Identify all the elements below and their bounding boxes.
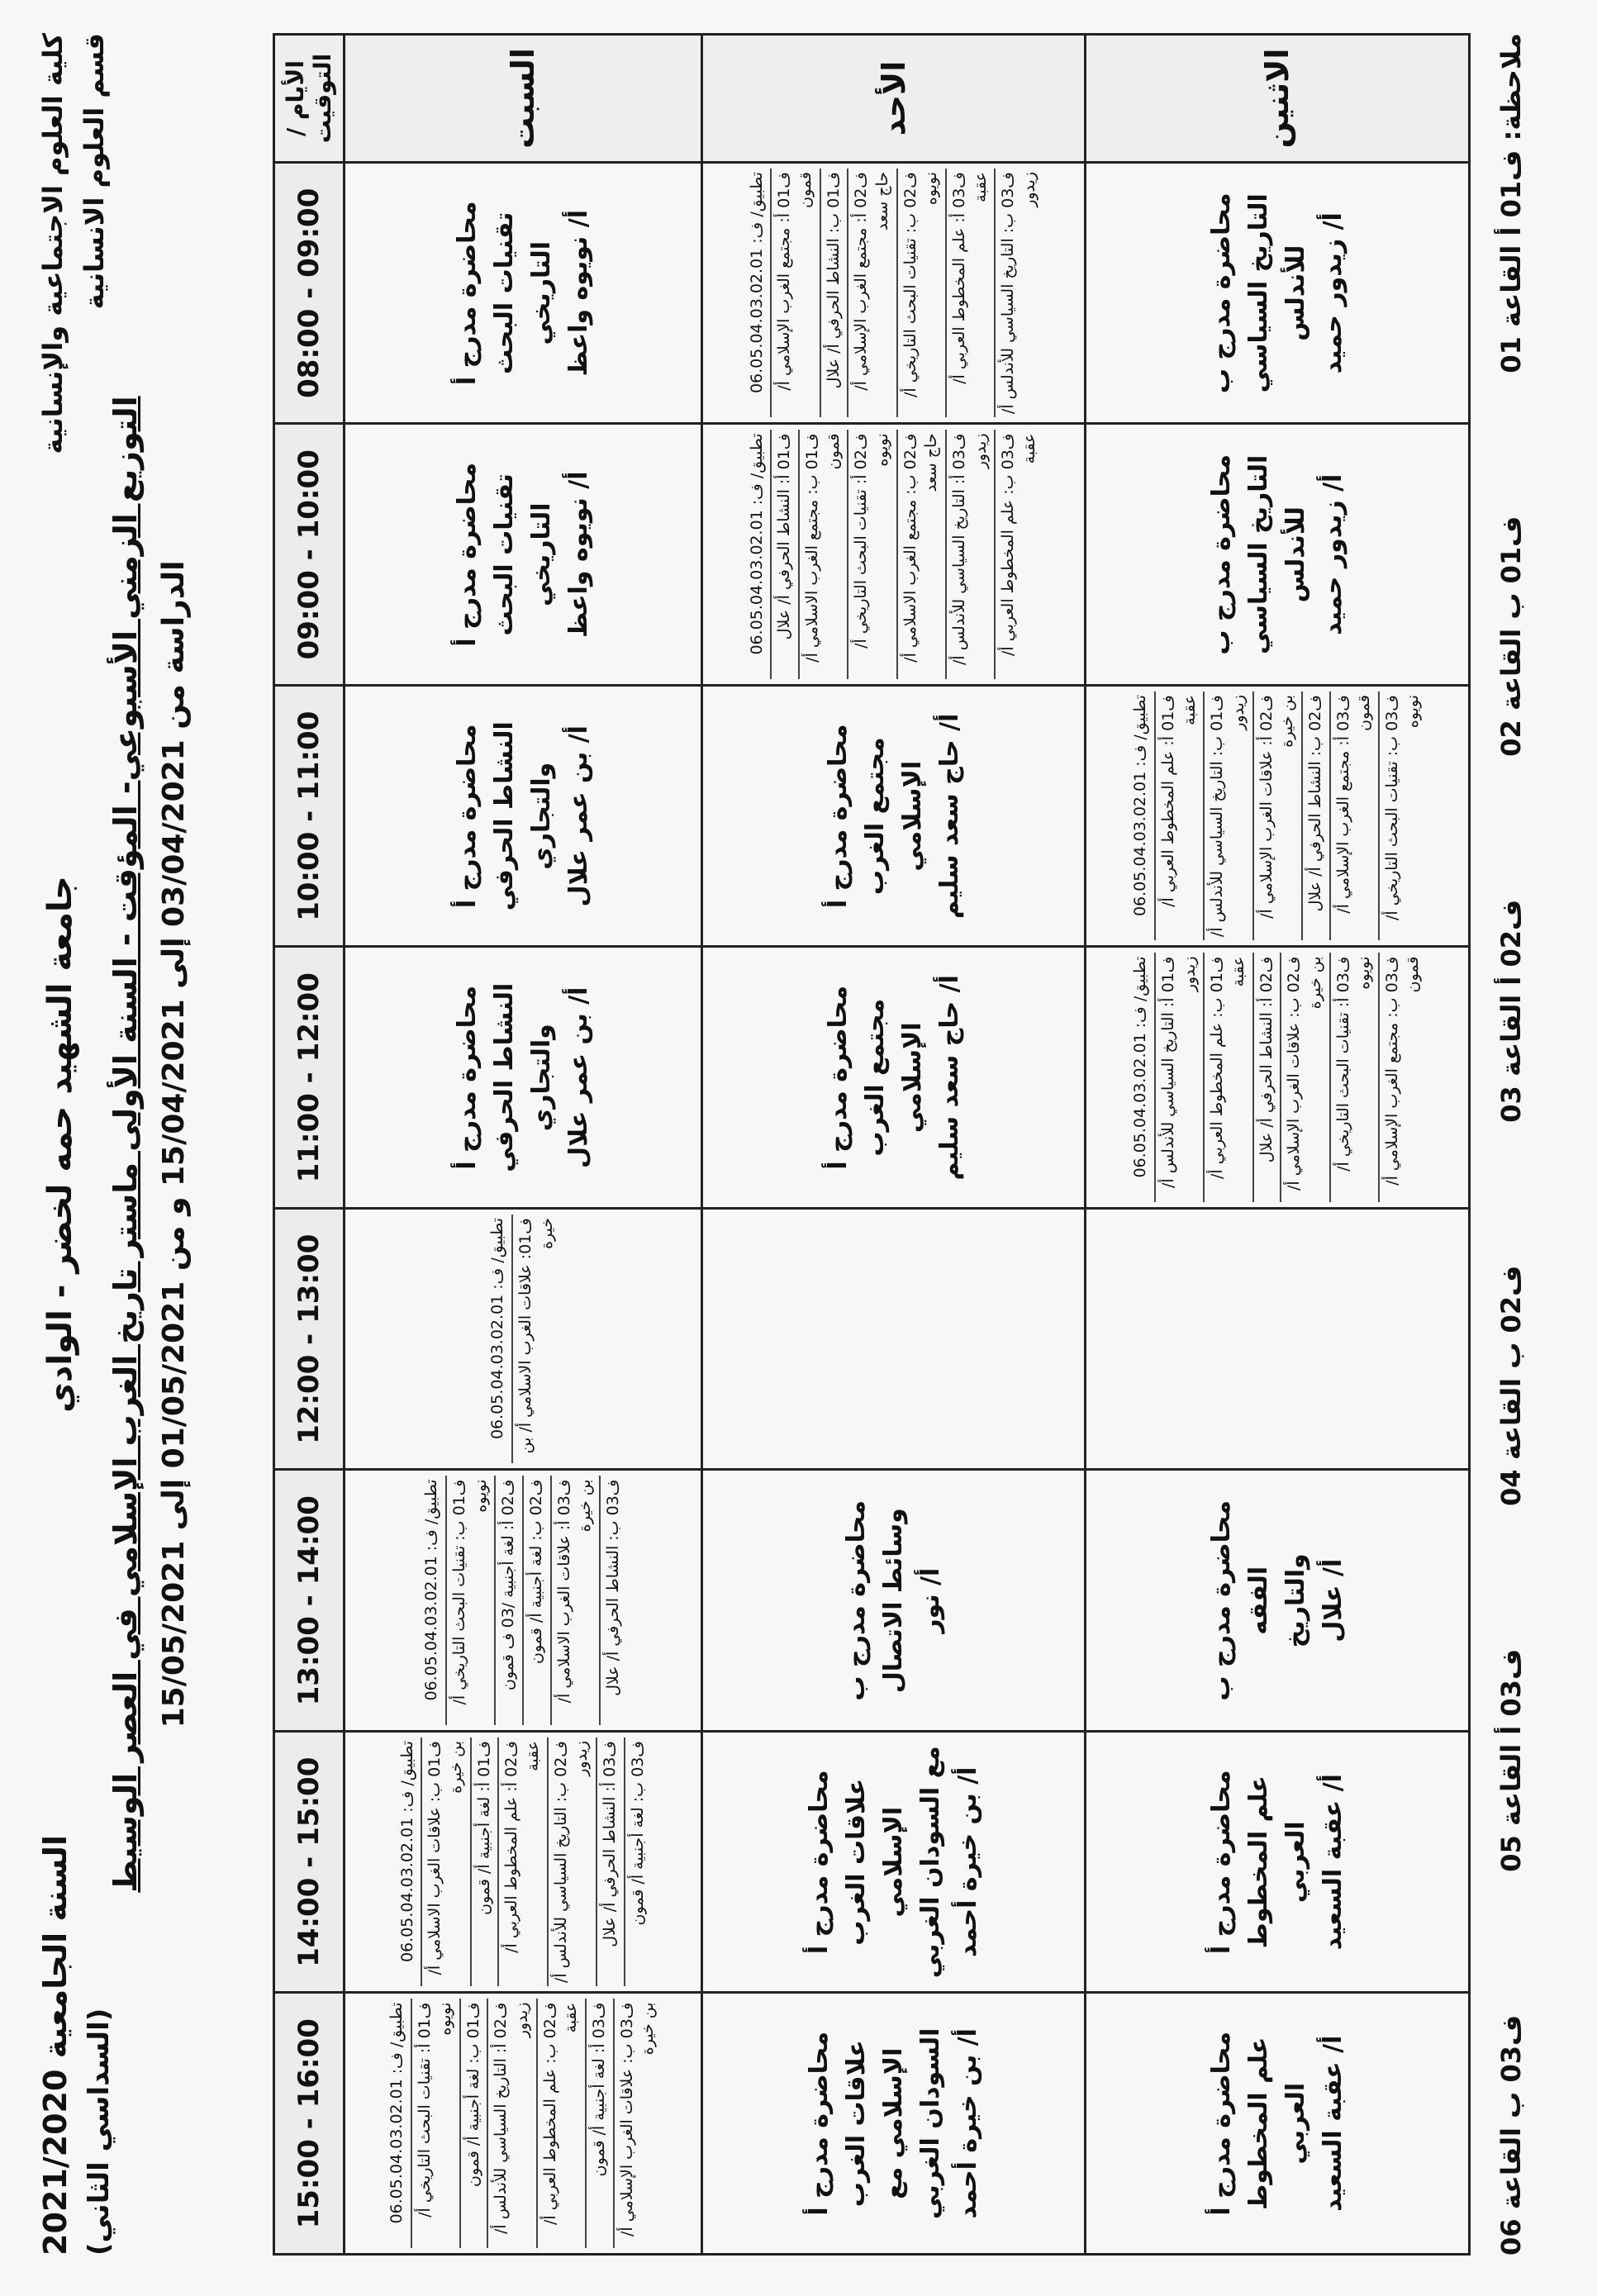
- semester: (السداسي الثاني): [83, 2008, 116, 2256]
- instructor: أ/ عقبة السعيد: [1319, 1774, 1348, 1951]
- tutorial-row: تطبيق/ ف: 06.05.04.03.02.01: [1128, 953, 1156, 1203]
- instructor: أ/ حاج سعد سليم: [934, 975, 964, 1181]
- lecture-cell: [701, 1993, 1086, 2255]
- tutorial-row: تطبيق/ ف: 06.05.04.03.02.01: [384, 1999, 412, 2249]
- tutorial-row: ف01 ب: تقنيات البحث التاريخي أ/ نويوه: [447, 1476, 496, 1726]
- tutorial-row: تطبيق/ ف: 06.05.04.03.02.01: [744, 430, 772, 680]
- lecture-hall: محاضرة مدرج أ: [452, 462, 482, 647]
- course-name: التاريخ السياسي: [1244, 454, 1274, 654]
- tutorial-row: ف01 أ: مجتمع الغرب الإسلامي أ/ قمون: [772, 169, 820, 418]
- lecture-hall: محاضرة مدرج أ: [452, 201, 482, 386]
- tutorial-row: ف03 أ: علاقات الغرب الاسلامي أ/ بن خيرة: [552, 1476, 601, 1726]
- course-name: علاقات الغرب: [842, 2040, 872, 2208]
- schedule-table: [273, 33, 1471, 2256]
- tutorial-row: ف02 أ: علاقات الغرب الإسلامي أ/ بن خيرة: [1254, 692, 1303, 941]
- lecture-cell: [701, 1470, 1086, 1732]
- tutorial-row: ف03 أ: التاريخ السياسي للأندلس أ/ زيدور: [947, 430, 996, 680]
- lecture-hall: محاضرة مدرج أ: [805, 2031, 834, 2216]
- room-note: ف01 ب القاعة 02: [1495, 516, 1527, 757]
- lecture-hall: محاضرة مدرج أ: [452, 985, 482, 1170]
- tutorial-row: ف01 ب: التاريخ السياسي للأندلس أ/ زيدور: [1205, 692, 1253, 941]
- lecture-hall: محاضرة مدرج ب: [1207, 193, 1237, 394]
- time-header-row: [274, 35, 345, 2255]
- lecture-cell: [701, 947, 1086, 1209]
- lecture-hall: محاضرة مدرج أ: [452, 724, 482, 909]
- course-name-cont: والتاريخ: [1281, 1553, 1311, 1648]
- instructor: أ/ زيدور حميد: [1319, 473, 1348, 635]
- course-name: علم المخطوط العربي: [1244, 1775, 1311, 1949]
- room-note: ف02 ب القاعة 04: [1495, 1265, 1527, 1506]
- tutorial-row: ف02 ب: علم المخطوط العربي أ/ عقبة: [538, 1999, 587, 2249]
- tutorial-cell: [701, 424, 1086, 686]
- tutorial-row: ف02 ب: النشاط الحرفي أ/ علال: [1303, 692, 1331, 941]
- course-name: النشاط الحرفي: [489, 982, 519, 1172]
- tutorial-row: ف01 أ: التاريخ السياسي للأندلس أ/ زيدور: [1156, 953, 1205, 1203]
- tutorial-row: ف03 أ: تقنيات البحث التاريخي أ/ نويوه: [1331, 953, 1380, 1203]
- lecture-cell: [345, 686, 702, 948]
- tutorial-row: تطبيق/ ف: 06.05.04.03.02.01: [485, 1215, 513, 1464]
- time-slot: 13:00 - 14:00: [274, 1470, 345, 1732]
- day-label: الاثنين: [1086, 35, 1470, 163]
- tutorial-row: ف01 ب: مجتمع الغرب الاسلامي أ/ قمون: [800, 430, 848, 680]
- lecture-cell: [701, 686, 1086, 948]
- document-header: [33, 33, 281, 2256]
- course-name-cont: التاريخي: [526, 240, 556, 345]
- tutorial-cell: [345, 1732, 702, 1994]
- day-label: الأحد: [701, 35, 1086, 163]
- tutorial-row: ف02 ب: التاريخ السياسي للأندلس أ/ زيدور: [549, 1737, 597, 1987]
- lecture-hall: محاضرة مدرج أ: [1207, 2031, 1237, 2216]
- course-name: النشاط الحرفي: [489, 721, 519, 911]
- time-slot: 14:00 - 15:00: [274, 1732, 345, 1994]
- time-slot: 15:00 - 16:00: [274, 1993, 345, 2255]
- tutorial-cell: [1086, 947, 1470, 1209]
- tutorial-row: ف02 أ: تقنيات البحث التاريخي أ/ نويوه: [848, 430, 897, 680]
- empty-cell: [701, 1209, 1086, 1471]
- lecture-cell: [345, 163, 702, 425]
- tutorial-row: تطبيق/ ف: 06.05.04.03.02.01: [419, 1476, 447, 1726]
- lecture-cell: [1086, 1470, 1470, 1732]
- room-note: ف03 أ القاعة 05: [1495, 1648, 1527, 1872]
- lecture-cell: [1086, 1732, 1470, 1994]
- course-name: علاقات الغرب الإسلامي: [842, 1778, 909, 1946]
- course-name-cont: والتجاري: [526, 1024, 556, 1132]
- tutorial-row: ف03 أ: النشاط الحرفي أ/ علال: [597, 1737, 625, 1987]
- tutorial-row: ف03 ب: لغة أجنبية أ/ قمون: [628, 1741, 647, 1926]
- tutorial-row: ف01 ب: النشاط الحرفي أ/ علال: [821, 169, 849, 418]
- time-slot: 12:00 - 13:00: [274, 1209, 345, 1471]
- tutorial-row: تطبيق/ ف: 06.05.04.03.02.01: [1128, 692, 1156, 941]
- tutorial-cell: [1086, 686, 1470, 948]
- course-name: تقنيات البحث: [489, 473, 519, 636]
- lecture-hall: محاضرة مدرج أ: [805, 1770, 834, 1955]
- instructor: أ/ نويوه واعظ: [563, 471, 593, 639]
- instructor: أ/ بن عمر علال: [563, 725, 593, 907]
- course-name-cont: الإسلامي: [897, 1022, 927, 1134]
- tutorial-row: ف01 أ: علم المخطوط العربي أ/ عقبة: [1156, 692, 1205, 941]
- course-name: علم المخطوط العربي: [1244, 2037, 1311, 2210]
- course-name-cont: والتجاري: [526, 762, 556, 870]
- tutorial-row: ف03 ب: تقنيات البحث التاريخي أ/ نويوه: [1382, 695, 1423, 920]
- tutorial-row: ف03 ب: التاريخ السياسي للأندلس أ/ زيدور: [999, 172, 1039, 415]
- instructor: أ/ عقبة السعيد: [1319, 2035, 1348, 2212]
- study-period: الدراسة من 03/04/2021 إلى 15/04/2021 و من 01/05/2021 إلى 15/05/2021: [157, 560, 191, 1728]
- department-name: قسم العلوم الانسانية: [78, 33, 110, 310]
- day-row-monday: [1086, 35, 1470, 2255]
- tutorial-row: ف01 ب: علاقات الغرب الاسلامي أ/ بن خيرة: [422, 1737, 471, 1987]
- instructor: أ/ بن خيرة أحمد: [953, 2028, 983, 2219]
- lecture-hall: محاضرة مدرج ب: [842, 1500, 872, 1701]
- lecture-hall: محاضرة مدرج أ: [823, 724, 853, 909]
- tutorial-row: ف01 أ: لغة أجنبية أ/ قمون: [472, 1737, 500, 1987]
- tutorial-row: ف02 ب: علاقات الغرب الإسلامي أ/ بن خيرة: [1281, 953, 1330, 1203]
- tutorial-row: ف02 أ: النشاط الحرفي أ/ علال: [1254, 953, 1282, 1203]
- instructor: أ/ بن خيرة أحمد: [953, 1766, 983, 1957]
- tutorial-row: ف03 أ: مجتمع الغرب الإسلامي أ/ قمون: [1331, 692, 1380, 941]
- tutorial-row: ف01: علاقات الغرب الاسلامي أ/ بن خيرة: [516, 1218, 556, 1454]
- tutorial-row: ف02 ب: لغة أجنبية أ/ قمون: [524, 1476, 552, 1726]
- tutorial-row: ف01 ب: علم المخطوط العربي أ/ عقبة: [1205, 953, 1253, 1203]
- time-slot: 10:00 - 11:00: [274, 686, 345, 948]
- tutorial-row: ف03 أ: لغة أجنبية أ/ قمون: [587, 1999, 615, 2249]
- tutorial-cell: [701, 163, 1086, 425]
- day-row-saturday: [345, 35, 702, 2255]
- time-slot: 11:00 - 12:00: [274, 947, 345, 1209]
- instructor: أ/ علال: [1319, 1558, 1348, 1642]
- course-name-cont: للأندلس: [1281, 506, 1311, 603]
- tutorial-row: ف03 ب: مجتمع الغرب الإسلامي أ/ قمون: [1382, 956, 1423, 1186]
- lecture-hall: محاضرة مدرج أ: [1207, 1770, 1237, 1955]
- tutorial-row: ف02 أ: علم المخطوط العربي أ/ عقبة: [499, 1737, 548, 1987]
- tutorial-cell: [345, 1470, 702, 1732]
- tutorial-row: ف02 أ: مجتمع الغرب الإسلامي أ/ حاج سعد: [848, 169, 897, 418]
- course-name: مجتمع الغرب: [860, 998, 890, 1157]
- day-row-sunday: [701, 35, 1086, 2255]
- tutorial-row: ف01 أ: النشاط الحرفي أ/ علال: [772, 430, 800, 680]
- room-note: ملاحظة: ف01 أ القاعة 01: [1495, 33, 1527, 373]
- tutorial-cell: [345, 1993, 702, 2255]
- tutorial-row: ف02 أ: لغة أجنبية /03 ف قمون: [496, 1476, 524, 1726]
- lecture-hall: محاضرة مدرج أ: [823, 985, 853, 1170]
- time-slot: 09:00 - 10:00: [274, 424, 345, 686]
- tutorial-row: ف03 ب: علم المخطوط العربي أ/ عقبة: [999, 433, 1039, 656]
- room-note: ف02 أ القاعة 03: [1495, 899, 1527, 1123]
- instructor: أ/ بن عمر علال: [563, 986, 593, 1168]
- lecture-cell: [701, 1732, 1086, 1994]
- empty-cell: [1086, 1209, 1470, 1471]
- lecture-cell: [345, 424, 702, 686]
- course-name-cont: الإسلامي مع السودان الغربي: [879, 2027, 946, 2219]
- tutorial-row: ف02 ب: تقنيات البحث التاريخي أ/ نويوه: [898, 169, 947, 418]
- university-name: جامعة الشهيد حمه لخضر - الوادي: [41, 876, 79, 1413]
- tutorial-row: تطبيق/ ف: 06.05.04.03.02.01: [395, 1737, 423, 1987]
- tutorial-row: ف01 أ: تقنيات البحث التاريخي أ/ نويوه: [412, 1999, 461, 2249]
- instructor: أ/ حاج سعد سليم: [934, 713, 964, 919]
- schedule-title: التوزيع الزمني الأسبوعي- المؤقت - السنة الأولى ماستر تاريخ الغرب الإسلامي في العصر الوسيط: [107, 396, 144, 1893]
- course-name-cont: مع السودان الغربي: [916, 1746, 946, 1979]
- lecture-cell: [1086, 1993, 1470, 2255]
- lecture-cell: [345, 947, 702, 1209]
- tutorial-cell: [345, 1209, 702, 1471]
- corner-cell: الأيام / التوقيت: [274, 35, 345, 163]
- lecture-hall: محاضرة مدرج ب: [1207, 454, 1237, 655]
- course-name: الفقه: [1244, 1566, 1274, 1635]
- instructor: أ/ زيدور حميد: [1319, 212, 1348, 374]
- tutorial-row: تطبيق/ ف: 06.05.04.03.02.01: [744, 169, 772, 418]
- tutorial-row: ف03 ب: النشاط الحرفي أ/ علال: [603, 1479, 622, 1696]
- course-name: التاريخ السياسي للأندلس: [1244, 193, 1311, 393]
- course-name: تقنيات البحث: [489, 212, 519, 374]
- tutorial-row: ف03 ب: علاقات الغرب الإسلامي أ/ بن خيرة: [617, 2002, 658, 2237]
- day-label: السبت: [345, 35, 702, 163]
- faculty-name: كلية العلوم الاجتماعية والإنسانية: [37, 33, 69, 454]
- lecture-hall: محاضرة مدرج ب: [1207, 1500, 1237, 1701]
- course-name: وسائط الاتصال: [879, 1508, 909, 1694]
- tutorial-row: ف01 ب: لغة أجنبية أ/ قمون: [461, 1999, 489, 2249]
- instructor: أ/ نور: [916, 1567, 946, 1633]
- course-name: مجتمع الغرب الإسلامي: [860, 737, 927, 896]
- academic-year: السنة الجامعية 2021/2020: [37, 1835, 74, 2256]
- lecture-cell: [1086, 163, 1470, 425]
- tutorial-row: ف02 أ: التاريخ السياسي للأندلس أ/ زيدور: [488, 1999, 537, 2249]
- lecture-cell: [1086, 424, 1470, 686]
- course-name-cont: التاريخي: [526, 502, 556, 607]
- room-notes: [1495, 33, 1545, 2256]
- instructor: أ/ نويوه واعظ: [563, 209, 593, 377]
- tutorial-row: ف03 أ: علم المخطوط العربي أ/ عقبة: [947, 169, 996, 418]
- tutorial-row: ف02 ب: مجتمع الغرب الاسلامي أ/ حاج سعد: [898, 430, 947, 680]
- time-slot: 08:00 - 09:00: [274, 163, 345, 425]
- room-note: ف03 ب القاعة 06: [1495, 2014, 1527, 2256]
